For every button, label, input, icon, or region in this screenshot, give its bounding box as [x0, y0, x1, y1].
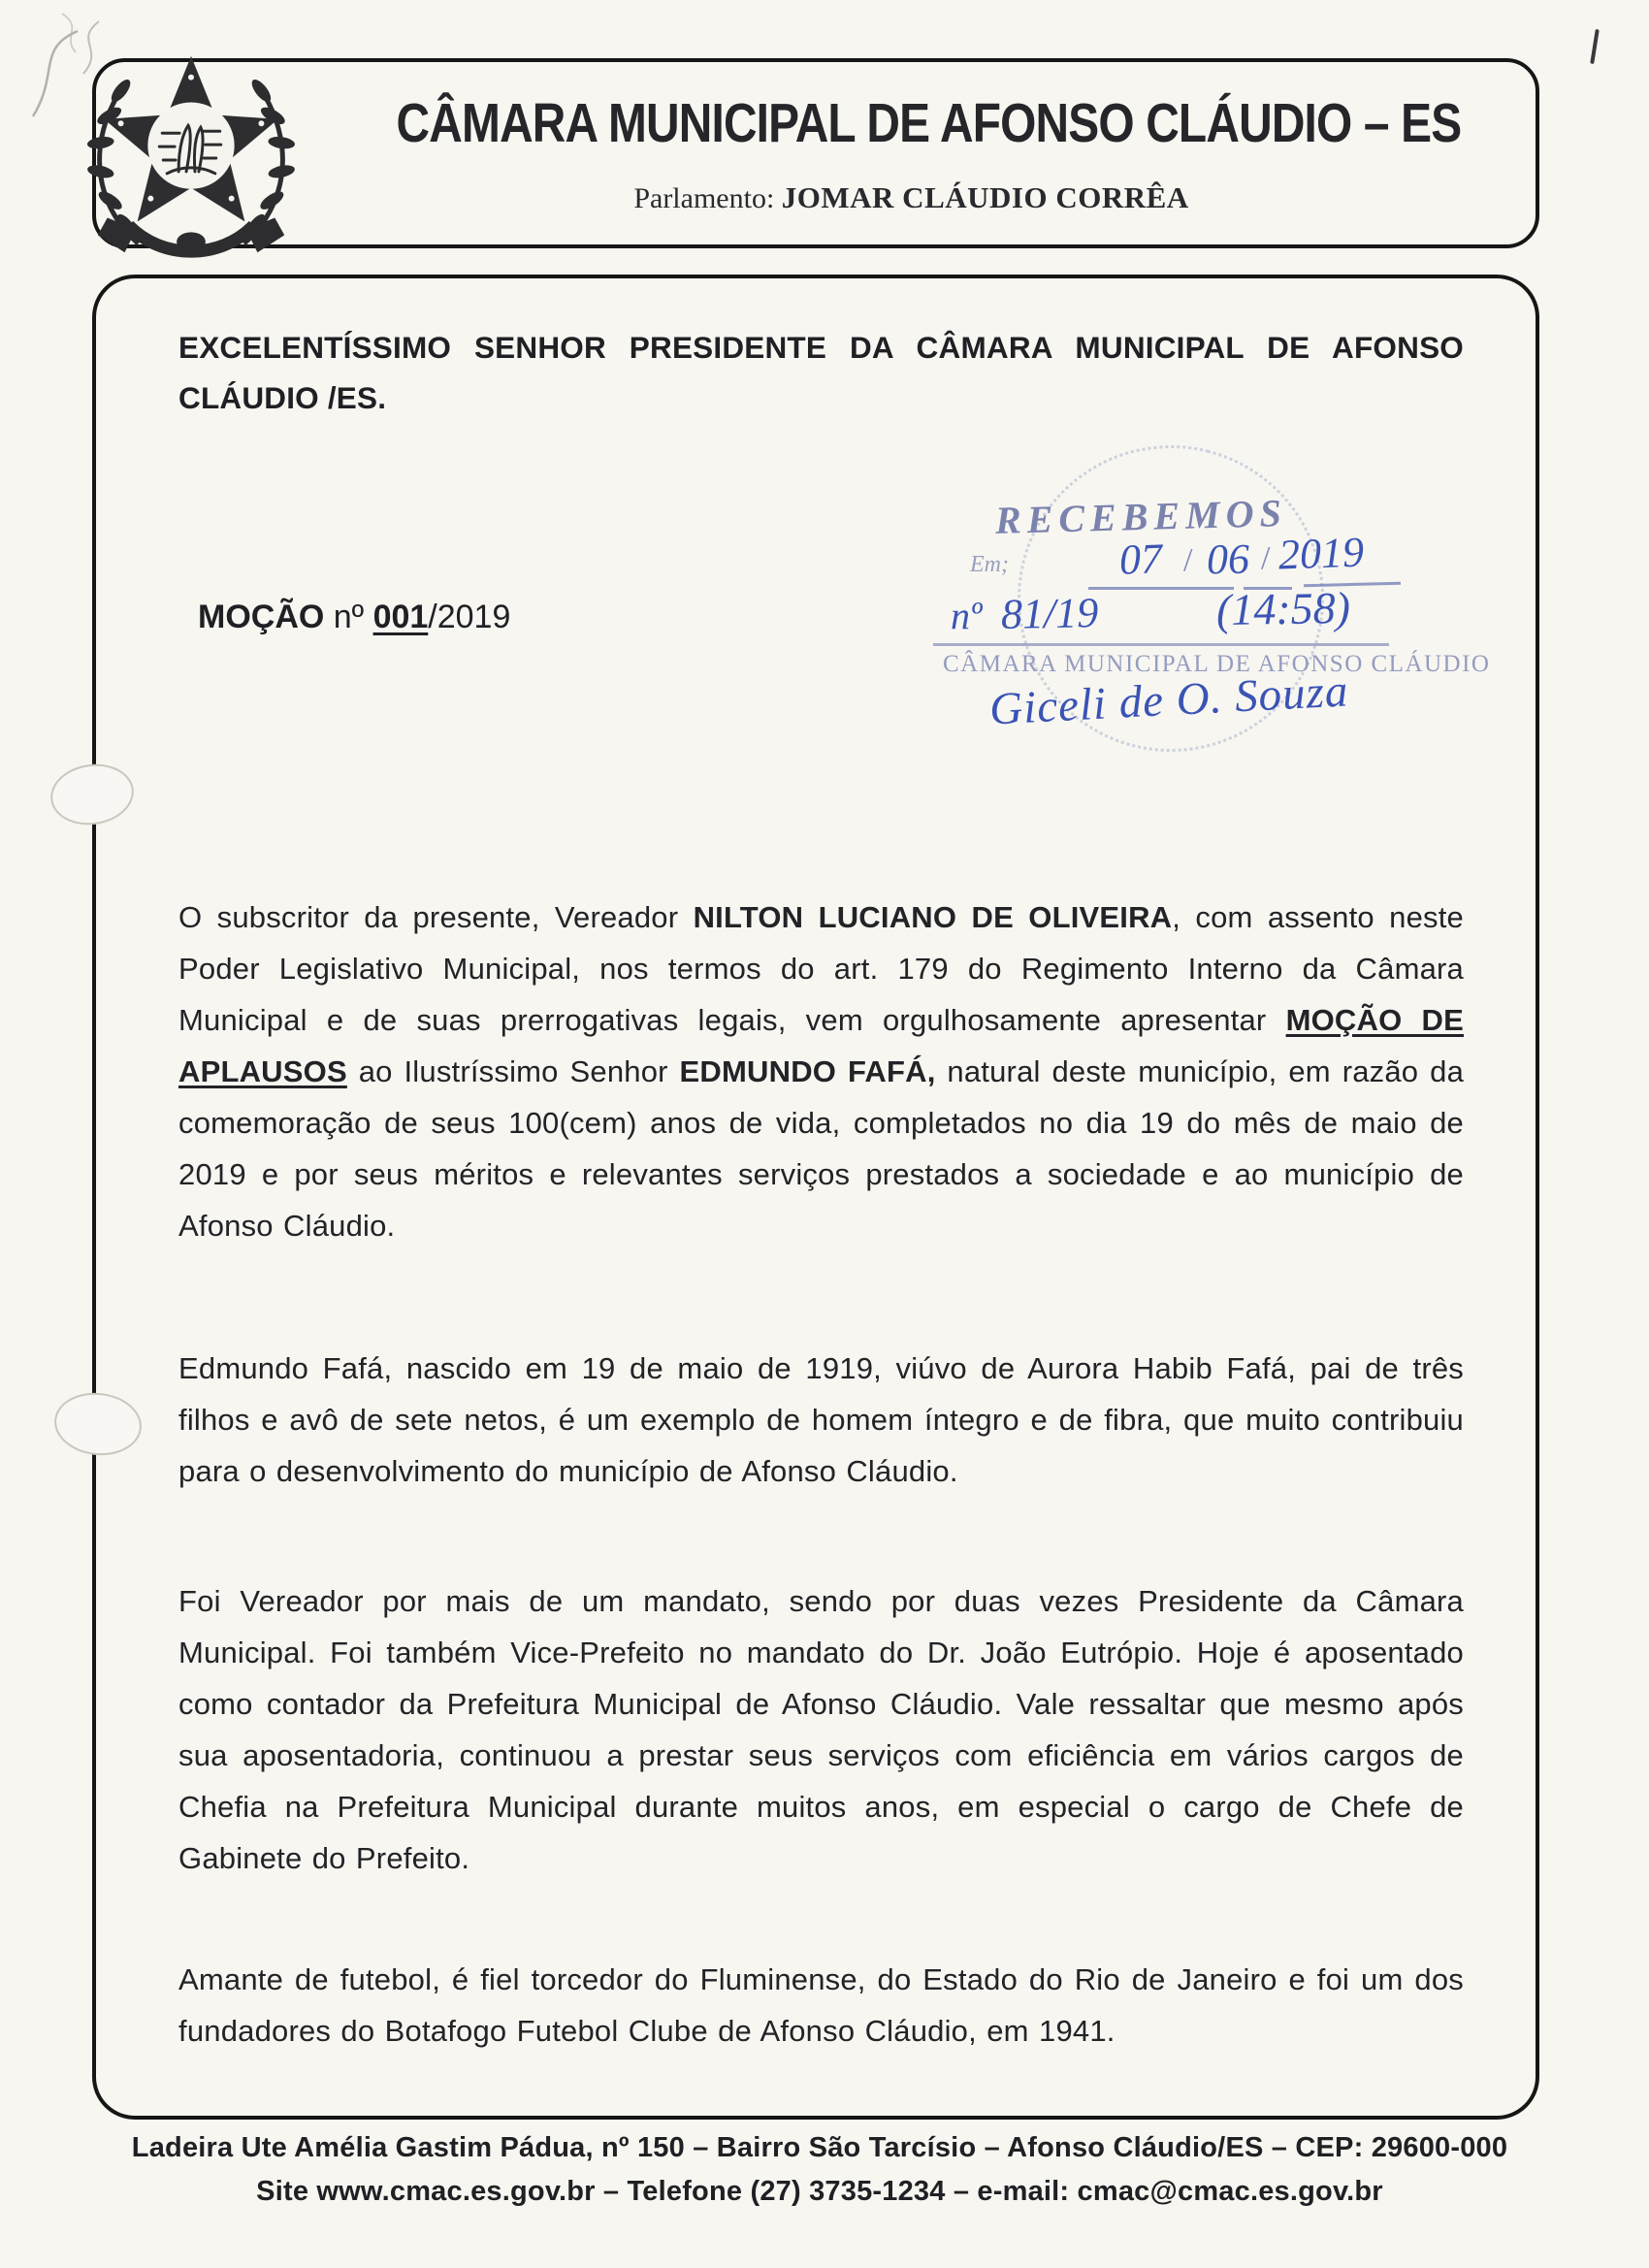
stamp-date-separator: /: [1183, 542, 1193, 578]
stamp-date-year: 2019: [1277, 528, 1365, 579]
letterhead-header: [92, 58, 1539, 248]
stamp-protocol-prefix: nº: [951, 594, 983, 637]
body-paragraph: Amante de futebol, é fiel torcedor do Fluminense, do Estado do Rio de Janeiro e foi um dos fundadores do Botafogo Futebol Clube de Afonso Cláudio, em 1941.: [178, 1962, 1464, 2048]
body-paragraph: O subscritor da presente, Vereador NILTON LUCIANO DE OLIVEIRA, com assento neste Poder Legislativo Municipal, nos termos do art. 179 do Regimento Interno da Câmara Municipal e de suas prerrogativas legais, vem orgulhosamente apresentar MOÇÃO DE APLAUSOS ao Ilustríssimo Senhor EDMUNDO FAFÁ, natural deste município, em razão da comemoração de seus 100(cem) anos de vida, completados no dia 19 do mês de maio de 2019 e por seus méritos e relevantes serviços prestados a sociedade e ao município de Afonso Cláudio.: [178, 900, 1465, 1243]
parliament-line: [295, 180, 1528, 215]
received-stamp: [925, 484, 1491, 785]
footer-address-line: Ladeira Ute Amélia Gastim Pádua, nº 150 – Bairro São Tarcísio – Afonso Cláudio/ES – CEP: 29600-000: [131, 2132, 1508, 2163]
stamp-date-day: 07: [1118, 535, 1163, 584]
stamp-form-line: [933, 643, 1389, 646]
motion-heading: [198, 599, 510, 636]
stamp-form-line: [1088, 587, 1234, 590]
stamp-date-month: 06: [1206, 535, 1250, 584]
letterhead-footer: [92, 2126, 1547, 2214]
body-paragraph: Edmundo Fafá, nascido em 19 de maio de 1919, viúvo de Aurora Habib Fafá, pai de três filhos e avô de sete netos, é um exemplo de homem íntegro e de fibra, que muito contribuiu para o desenvolvimento do município de Afonso Cláudio.: [178, 1351, 1464, 1488]
motion-label: MOÇÃO: [198, 599, 325, 635]
body-paragraph: Foi Vereador por mais de um mandato, sendo por duas vezes Presidente da Câmara Municipal. Foi também Vice-Prefeito no mandato do Dr. João Eutrópio. Hoje é aposentado como contador da Prefeitura Municipal de Afonso Cláudio. Vale ressaltar que mesmo após sua aposentadoria, continuou a prestar seus serviços com eficiência em vários cargos de Chefia na Prefeitura Municipal durante muitos anos, em especial o cargo de Chefe de Gabinete do Prefeito.: [178, 1584, 1464, 1875]
stamp-signature: Giceli de O. Souza: [987, 665, 1350, 735]
document-body-frame: [92, 275, 1539, 2120]
footer-contact-line: Site www.cmac.es.gov.br – Telefone (27) 3735-1234 – e-mail: cmac@cmac.es.gov.br: [256, 2176, 1383, 2207]
stamp-received-label: RECEBEMOS: [994, 491, 1288, 542]
salutation-text: EXCELENTÍSSIMO SENHOR PRESIDENTE DA CÂMARA MUNICIPAL DE AFONSO CLÁUDIO /ES.: [178, 330, 1464, 415]
pen-tick-artifact: [1590, 29, 1600, 64]
stamp-protocol-number: 81/19: [1000, 589, 1099, 638]
motion-number-prefix: nº: [324, 599, 373, 635]
stamp-date-separator: /: [1261, 540, 1271, 576]
organization-title: CÂMARA MUNICIPAL DE AFONSO CLÁUDIO – ES: [396, 92, 1462, 154]
parliament-label: Parlamento:: [633, 182, 775, 214]
motion-year: /2019: [428, 599, 511, 635]
stamp-protocol-time: (14:58): [1215, 582, 1351, 635]
motion-number: 001: [372, 599, 429, 635]
stamp-date-label: Em;: [970, 552, 1009, 577]
parliament-name: JOMAR CLÁUDIO CORRÊA: [781, 180, 1189, 214]
stamp-organization-line: CÂMARA MUNICIPAL DE AFONSO CLÁUDIO: [943, 651, 1491, 677]
coat-of-arms-icon: [71, 37, 311, 277]
